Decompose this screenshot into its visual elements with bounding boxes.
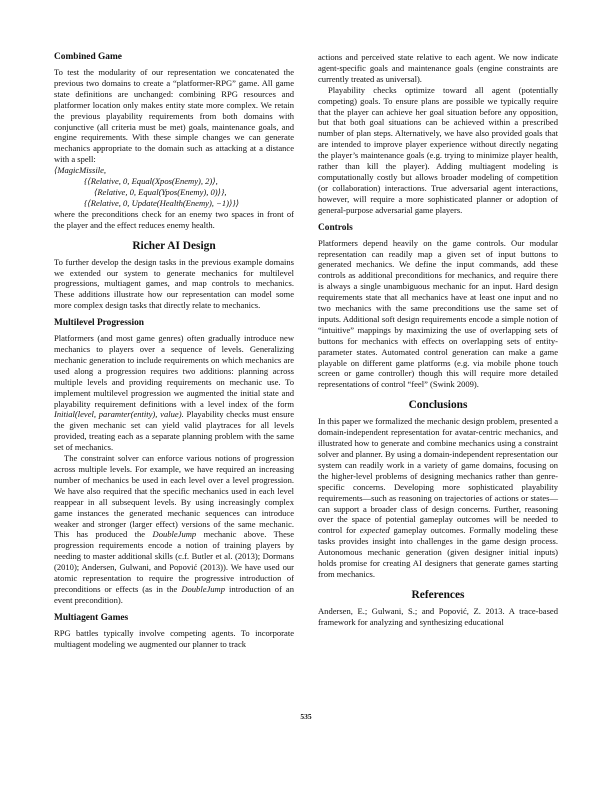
subsection-heading-controls: Controls [318, 222, 353, 233]
magic-missile-formula [54, 165, 294, 209]
paragraph-multiagent-1: RPG battles typically involve competing agents. To incorporate multiagent modeling we augmented our planner to track [54, 627, 294, 649]
paragraph-multilevel-2: The constraint solver can enforce various notions of progression across multiple levels. For example, we have required an increasing number of mechanics be used in each level over a level progression. We have also required that the specific mechanics used in each level reappear in all subsequent levels. By using increasingly complex game instances the generated mechanic sequences can introduce weaker and stronger (larger effect) versions of the same mechanic. This has produced the DoubleJump mechanic above. These progression requirements encode a notion of training players by needing to master additional skills (c.f. Butler et al. (2013); Dormans (2010); Andersen, Gulwani, and Popović (2013)). We have used our atomic representation to require the progressive introduction of preconditions or effects (as in the DoubleJump introduction of an event precondition). [54, 453, 294, 605]
paragraph-controls: Platformers depend heavily on the game controls. Our modular representation can readily map a given set of input buttons to generated mechanics. We define the input commands, add these controls as additional preconditions for mechanics, and require there is always a single unambiguous mechanic for an input. Hard design requirements state that all mechanics have at least one input and no two mechanics with the same preconditions use the same set of inputs. Additional soft design requirements encode a simple notion of “intuitive” mappings by maximizing the use of overlapping sets of buttons for mechanics with effects on overlapping sets of entity-parameter states. Automated control generation can make a game playable on different game platforms (e.g. via mobile phone touch screen or game controller) though this will require more detailed representations of control “feel” (Swink 2009). [318, 237, 558, 390]
subsection-heading-multiagent-games: Multiagent Games [54, 612, 129, 623]
subsection-heading-multilevel-progression: Multilevel Progression [54, 318, 145, 329]
paragraph-multiagent-continued: actions and perceived state relative to each agent. We now indicate agent-specific goals and maintenance goals (engine constraints are currently treated as universal). [318, 52, 558, 84]
paragraph-multiagent-2: Playability checks optimize toward all agent (potentially competing) goals. To ensure plans are possible we typically require that the player can achieve her goal situation before any opposition, but that both goal situations can be achieved within a prescribed number of plan steps. Alternatively, we have also provided goals that are intended to improve player experience without directly negating the player’s maintenance goals (e.g. trying to minimize player health, rather than kill the player). Adding multiagent modeling is computationally costly but allows broader modeling of competition (or collaboration) interactions. True adversarial agent interactions, however, will require a more sophisticated planner or adoption of general-purpose adversarial game players. [318, 84, 558, 215]
section-heading-references: References [411, 588, 465, 601]
formula-line-2: {⟨Relative, 0, Equal(Xpos(Enemy), 2)⟩, [84, 176, 218, 187]
right-column [318, 52, 558, 628]
paragraph-combined-game: To test the modularity of our representation we concatenated the previous two domains to create a “platformer-RPG” game. All game state definitions are unchanged: combining RPG resources and platformer location only makes entity state more complex. We retain the previous playability requirements from both domains with conjunctive (all criteria must be met) goals, maintenance goals, and engine requirements. With these simple changes we can generate mechanics appropriate to the domain such as attacking at a distance with a spell: [54, 67, 294, 165]
left-column [54, 52, 294, 650]
paragraph-richer-ai-design: To further develop the design tasks in the previous example domains we extended our system to generate mechanics for multilevel progressions, multiagent games, and map controls to mechanics. These additions illustrate how our representation can model some more complex design tasks that directly relate to mechanics. [54, 256, 294, 311]
formula-line-3: ⟨Relative, 0, Equal(Ypos(Enemy), 0)⟩}, [94, 186, 227, 197]
inline-math-doublejump-2: DoubleJump [181, 583, 226, 594]
section-heading-conclusions: Conclusions [408, 399, 468, 412]
section-heading-richer-ai-design: Richer AI Design [132, 239, 216, 252]
paragraph-multilevel-1: Platformers (and most game genres) often gradually introduce new mechanics to players over a sequence of levels. Generalizing mechanic generation to include requirements on which mechanics are used along a progression requires two additions: planning across multiple levels and providing requirements on mechanic use. To implement multilevel progression we augmented the initial state and playability requirement definitions with a level index of the form Initial(level, paramter(entity), value). Playability checks must ensure the given mechanic set can yield valid playtraces for all levels provided, treating each as a separate planning problem with the same set of mechanics. [54, 333, 294, 453]
paragraph-conclusions: In this paper we formalized the mechanic design problem, presented a domain-independent representation for avatar-centric mechanics, and illustrated how to generate and combine mechanics using a constraint solver and planner. By using a domain-independent representation our system can readily work in a variety of game domains, focusing on the higher-level problems of designing mechanics rather than genre-specific concerns. Developing more sophisticated playability requirements—such as reasoning on trajectories of actions or states—can support a broader class of design concerns. Further, reasoning over the space of potential gameplay outcomes will be needed to control for expected gameplay outcomes. Formally modeling these tasks provides insight into challenges in the game design process. Autonomous mechanic generation (given designer initial inputs) holds promise for creating AI designers that generate games starting from mechanics. [318, 416, 559, 579]
formula-line-4: {⟨Relative, 0, Update(Health(Enemy), −1)⟩}⟩ [84, 197, 240, 208]
formula-line-1: ⟨MagicMissile, [54, 165, 106, 176]
inline-math-doublejump: DoubleJump [152, 529, 197, 540]
inline-math-initial: Initial(level, paramter(entity), value) [54, 409, 182, 420]
page-number: 535 [300, 712, 312, 721]
reference-entry: Andersen, E.; Gulwani, S.; and Popović, Z. 2013. A trace-based framework for analyzing and synthesizing educational [318, 605, 558, 627]
emphasis-expected: expected [359, 525, 390, 536]
section-heading-combined-game: Combined Game [54, 52, 122, 62]
paragraph-formula-explanation: where the preconditions check for an enemy two spaces in front of the player and the effect reduces enemy health. [54, 208, 294, 230]
